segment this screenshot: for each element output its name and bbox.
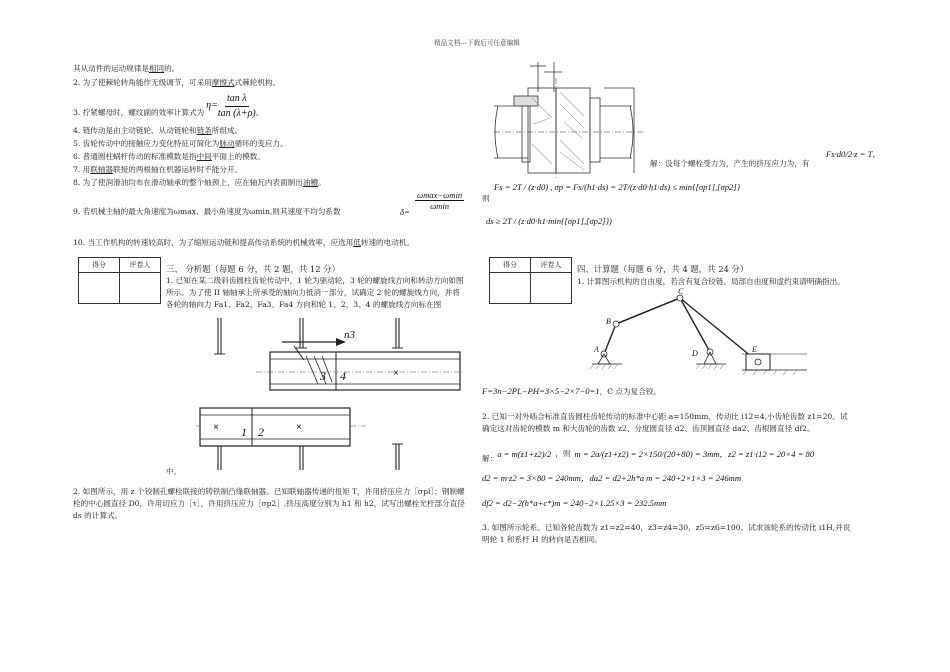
gear-4-label: 4 — [340, 369, 346, 383]
question-3-2: 2. 如图所示，用 z 个铰制孔螺栓联接的铸铁制凸缘联轴器。已知联轴器传递的扭矩 T，许用挤压应力［σpl］；钢制螺栓的中心圆直径 D0，许用切应力［τ］，许用挤压应力［σp2］,挤压高度分别为 h1 和 h2，试写出螺栓光杆部分直径 ds 的计算式。 — [73, 487, 465, 520]
then-label: ，则 — [555, 449, 571, 458]
pitch-diameter-equation: d2 = m·z2 = 3×80 = 240mm — [482, 473, 581, 483]
tip-diameter-equation: ，da2 = d2+2h*a m = 240+2×1×3 = 246mm — [580, 473, 742, 483]
question-4-3: 3. 如图所示轮系。已知各轮齿数为 z1=z2=40，z3=z4=30，z5=z6=100。试求该轮系的传动比 i1H,并说明轮 1 和系杆 H 的转向是否相同。 — [482, 523, 851, 544]
teeth-equation: ，z2 = z1·i12 = 20×4 = 80 — [719, 449, 815, 460]
efficiency-fraction — [218, 92, 256, 120]
item-text: 式棘轮机构。 — [234, 78, 281, 87]
joint-d-label: D — [692, 349, 698, 358]
axis-cross: × — [213, 422, 219, 433]
fill-item-3 — [73, 92, 263, 120]
item-text: 2. 为了使棘轮转角能作无级调节，可采用 — [73, 78, 212, 87]
numerator: tan λ — [225, 92, 249, 107]
gear-1-label: 1 — [241, 425, 247, 439]
fill-item-1 — [73, 64, 179, 74]
item-text: 联接的两根轴在机器运转时不能分开。 — [113, 165, 243, 174]
item-text: 的。 — [164, 64, 180, 73]
item-text: 其从动件的运动规律是 — [73, 64, 149, 73]
joint-a-label: A — [594, 345, 599, 354]
n3-label: n3 — [344, 329, 355, 341]
fill-item-6 — [73, 152, 265, 162]
item-text: 。 — [255, 107, 264, 117]
module-equation: m = 2a/(z1+z2) = 2×150/(20+80) = 3mm — [574, 449, 720, 460]
item-text: 4. 链传动是由主动链轮、从动链轮和 — [73, 126, 197, 135]
punct: ， — [872, 149, 881, 159]
item-text: 6. 普通圆柱蜗杆传动的标准模数是指 — [73, 152, 197, 161]
gear-diagram — [196, 318, 466, 478]
joint-b-label: B — [606, 317, 611, 326]
item-text: 循环的变应力。 — [234, 139, 288, 148]
grader-label: 评卷人 — [120, 258, 161, 273]
coupling-diagram — [494, 58, 644, 178]
axis-cross: × — [393, 368, 399, 379]
dof-note: ，C 点为复合铰。 — [599, 387, 661, 396]
answer: 摩擦式 — [211, 78, 235, 87]
score-box — [78, 257, 161, 304]
page-header: 精品文档---下载后可任意编辑 — [434, 39, 520, 47]
score-cell[interactable] — [490, 273, 531, 304]
question-4-2: 2. 已知一对外啮合标准直齿圆柱齿轮传动的标准中心距 a=150mm，传动比 i12=4,小齿轮齿数 z1=20。试确定这对齿轮的模数 m 和大齿轮的齿数 z2、分度圆直径 d2、齿顶圆直径 da2、齿根圆直径 df2。 — [482, 412, 848, 433]
denominator: ωmin — [430, 201, 450, 211]
joint-e-label: E — [752, 345, 757, 354]
gear-2-label: 2 — [258, 425, 264, 439]
item-text: 所组成。 — [211, 126, 243, 135]
grader-cell[interactable] — [120, 273, 161, 304]
fill-item-2 — [73, 78, 280, 88]
item-text: 转速的电动机。 — [360, 238, 415, 247]
score-label: 得分 — [79, 258, 120, 273]
numerator: ωmax−ωmin — [417, 190, 463, 200]
dof-equation: F=3n−2PL−PH=3×5−2×7−0=1 — [482, 386, 600, 396]
section-title-calculation: 四、计算题（每题 6 分，共 4 题，共 24 分） — [577, 264, 749, 274]
fill-item-10 — [73, 238, 414, 248]
equation: Fs·d0/2·z = T — [826, 149, 873, 159]
item-text: 5. 齿轮传动中的接触应力变化特征可简化为 — [73, 139, 220, 148]
fill-item-5 — [73, 139, 288, 149]
joint-c-label: C — [678, 287, 684, 296]
item-text: 9. 若机械主轴的最大角速度为ωmax、最小角速度为ωmin,则其速度不均匀系数 — [73, 207, 341, 216]
item-text: 3. 拧紧螺母时，螺纹副的效率计算式为 — [73, 107, 205, 117]
solution-1-line — [650, 159, 809, 169]
question-3-1-tail: 中。 — [166, 467, 182, 476]
solution-prefix: 解： — [482, 454, 498, 463]
gear-3-label: 3 — [320, 369, 326, 383]
then-label: 则 — [482, 194, 490, 203]
section-title-analysis: 三、 分析题（每题 6 分，共 2 题，共 12 分） — [166, 264, 340, 274]
answer: 低 — [353, 238, 361, 247]
score-cell[interactable] — [79, 273, 120, 304]
question-4-1: 1. 计算图示机构的自由度，若含有复合铰链、局部自由度和虚约束请明确指出。 — [577, 277, 845, 286]
delta-symbol: δ= — [400, 207, 410, 217]
torque-equation — [826, 148, 881, 160]
solution-text: 解：设每个螺栓受力为，产生的挤压应力为，有 — [650, 159, 810, 168]
eta-symbol: η= — [206, 100, 218, 112]
answer: 中间 — [196, 152, 212, 161]
question-3-1: 1. 已知在某二级斜齿圆柱齿轮传动中，1 轮为驱动轮，3 轮的螺旋线方向和转动方向如图所示。为了使 II 轴轴承上所承受的轴向力抵消一部分，试确定 2 轮的螺旋线方向，并将各轮的轴向力 Fa1、Fa2、Fa3、Fa4 方向和轮 1、2、3、4 的螺旋线方向标在图 — [166, 276, 464, 309]
grader-label: 评卷人 — [531, 258, 572, 273]
item-text: 。 — [318, 178, 326, 187]
item-text: 10. 当工作机构的转速较高时，为了缩短运动链和提高传动系统的机械效率，应选用 — [73, 238, 354, 247]
item-text: 平面上的模数。 — [211, 152, 265, 161]
score-box — [489, 257, 572, 304]
diameter-equation: ds ≥ 2T / (z·d0·h1·min{[σp1],[σp2]}) — [486, 216, 612, 226]
answer: 油槽 — [302, 178, 319, 187]
solution-2-line2 — [482, 472, 741, 484]
denominator: tan (λ+ρ) — [217, 107, 256, 119]
delta-fraction — [415, 190, 464, 211]
answer: 链条 — [196, 126, 212, 135]
score-label: 得分 — [490, 258, 531, 273]
root-diameter-equation: df2 = d2−2(h*a+c*)m = 240−2×1.25×3 = 232.5mm — [482, 498, 667, 508]
item-text: 8. 为了使润滑油均布在滑动轴承的整个轴颈上，应在轴瓦内表面制出 — [73, 178, 303, 187]
answer: 脉动 — [219, 139, 235, 148]
fill-item-4 — [73, 126, 242, 136]
linkage-diagram — [592, 286, 842, 386]
center-distance-equation: a = m(z1+z2)/2 — [497, 449, 552, 460]
fill-item-7 — [73, 165, 242, 175]
dof-result — [482, 386, 661, 397]
item-text: 7. 用 — [73, 165, 91, 174]
axis-cross: × — [296, 422, 302, 433]
answer: 联轴器 — [90, 165, 114, 174]
answer: 相同 — [148, 64, 165, 73]
fill-item-9 — [73, 207, 341, 217]
force-stress-equation: Fs = 2T / (z·d0) , σp = Fs/(h1·ds) = 2T/(z·d0·h1·ds) ≤ min{[σp1],[σp2]} — [494, 182, 741, 192]
solution-2-line1 — [482, 444, 814, 464]
fill-item-8 — [73, 178, 326, 188]
grader-cell[interactable] — [531, 273, 572, 304]
